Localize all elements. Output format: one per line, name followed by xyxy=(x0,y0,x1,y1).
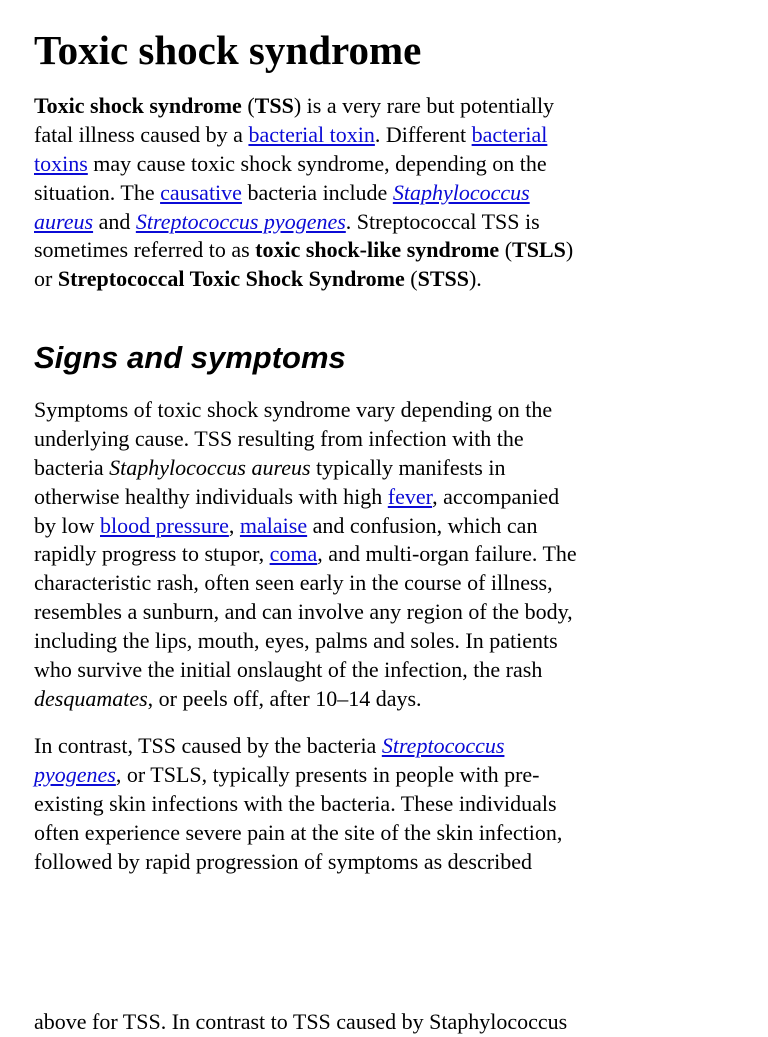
text-run: , or peels off, after 10–14 days. xyxy=(147,685,422,711)
bold-term: STSS xyxy=(417,266,469,292)
text-run: followed by rapid progression of symptoms as described xyxy=(34,848,532,874)
link-blood-pressure[interactable]: blood pressure xyxy=(100,512,229,538)
text-run: often experience severe pain at the site of the skin infection, xyxy=(34,819,563,845)
intro-line xyxy=(34,92,573,121)
bold-term: Streptococcal Toxic Shock Syndrome xyxy=(57,266,405,292)
link-streptococcus-pyogenes-2-cont[interactable]: pyogenes xyxy=(34,761,116,787)
link-staphylococcus-aureus[interactable]: Staphylococcus xyxy=(392,179,530,205)
text-run: fatal illness caused by a xyxy=(34,121,249,147)
symptoms-line xyxy=(34,425,577,454)
text-run: ) is a very rare but potentially xyxy=(293,93,555,118)
text-run: , and multi-organ failure. The xyxy=(317,541,577,567)
link-bacterial-toxins[interactable]: bacterial xyxy=(471,121,548,147)
contrast-line xyxy=(34,761,562,790)
link-staphylococcus-aureus-cont[interactable]: aureus xyxy=(34,208,94,234)
symptoms-line xyxy=(34,540,577,569)
symptoms-line xyxy=(34,656,577,685)
text-run: and confusion, which can xyxy=(307,512,538,538)
text-run: who survive the initial onslaught of the infection, the rash xyxy=(34,657,543,683)
symptoms-paragraph xyxy=(34,396,577,714)
symptoms-line xyxy=(34,512,577,541)
bold-term: TSLS xyxy=(512,237,566,263)
link-streptococcus-pyogenes[interactable]: Streptococcus pyogenes xyxy=(135,208,346,234)
text-run: Symptoms of toxic shock syndrome vary depending on the xyxy=(34,397,553,422)
symptoms-line xyxy=(34,627,577,656)
intro-line xyxy=(34,236,573,265)
text-run: ( xyxy=(404,266,418,292)
italic-term: Staphylococcus aureus xyxy=(109,454,311,480)
italic-term: desquamates xyxy=(34,685,148,711)
intro-line xyxy=(34,150,573,179)
text-run: . Different xyxy=(374,121,472,147)
symptoms-line xyxy=(34,685,577,714)
text-run: otherwise healthy individuals with high xyxy=(34,483,388,509)
symptoms-line xyxy=(34,483,577,512)
text-run: ( xyxy=(499,237,513,263)
contrast-line xyxy=(34,790,562,819)
contrast-line xyxy=(34,819,562,848)
text-run: typically manifests in xyxy=(310,454,506,480)
contrast-paragraph xyxy=(34,732,562,876)
bold-term: TSS xyxy=(254,93,294,118)
text-run: by low xyxy=(34,512,100,538)
symptoms-line xyxy=(34,396,577,425)
text-run: underlying cause. TSS resulting from infection with the xyxy=(34,425,524,451)
text-run: ). xyxy=(468,266,482,292)
text-run: , accompanied xyxy=(432,483,560,509)
link-bacterial-toxin[interactable]: bacterial toxin xyxy=(248,121,375,147)
bold-term: toxic shock-like syndrome xyxy=(255,237,500,263)
intro-line xyxy=(34,208,573,237)
text-run: resembles a sunburn, and can involve any region of the body, xyxy=(34,599,573,625)
text-run: sometimes referred to as xyxy=(34,237,256,263)
text-run: bacteria include xyxy=(241,179,393,205)
link-coma[interactable]: coma xyxy=(269,541,318,567)
text-run: including the lips, mouth, eyes, palms and soles. In patients xyxy=(34,628,558,654)
link-malaise[interactable]: malaise xyxy=(239,512,308,538)
text-run: existing skin infections with the bacteria. These individuals xyxy=(34,790,557,816)
text-run: may cause toxic shock syndrome, depending on the xyxy=(87,150,547,176)
bold-term: Toxic shock syndrome xyxy=(34,93,242,118)
text-run: rapidly progress to stupor, xyxy=(34,541,270,567)
intro-paragraph xyxy=(34,92,573,294)
contrast-line xyxy=(34,732,562,761)
intro-line xyxy=(34,121,573,150)
text-run: and xyxy=(93,208,136,234)
section-heading-signs-and-symptoms: Signs and symptoms xyxy=(34,340,346,375)
symptoms-line xyxy=(34,454,577,483)
symptoms-line xyxy=(34,569,577,598)
text-run: ( xyxy=(241,93,255,118)
link-fever[interactable]: fever xyxy=(387,483,433,509)
link-streptococcus-pyogenes-2[interactable]: Streptococcus xyxy=(381,733,505,758)
text-run: or xyxy=(34,266,58,292)
text-run: , xyxy=(228,512,240,538)
text-run: characteristic rash, often seen early in the course of illness, xyxy=(34,570,553,596)
link-bacterial-toxins-cont[interactable]: toxins xyxy=(34,150,88,176)
cutoff-line: above for TSS. In contrast to TSS caused by Staphylococcus xyxy=(34,1009,568,1034)
symptoms-line xyxy=(34,598,577,627)
contrast-line xyxy=(34,848,562,877)
intro-line xyxy=(34,265,573,294)
intro-line xyxy=(34,179,573,208)
link-causative[interactable]: causative xyxy=(160,179,242,205)
text-run: . Streptococcal TSS is xyxy=(345,208,540,234)
text-run: In contrast, TSS caused by the bacteria xyxy=(34,733,382,758)
cutoff-text-line xyxy=(34,1008,567,1037)
text-run: ) xyxy=(565,237,574,263)
text-run: bacteria xyxy=(34,454,110,480)
text-run: , or TSLS, typically presents in people with pre- xyxy=(115,761,540,787)
text-run: situation. The xyxy=(34,179,161,205)
page-title: Toxic shock syndrome xyxy=(34,27,422,73)
